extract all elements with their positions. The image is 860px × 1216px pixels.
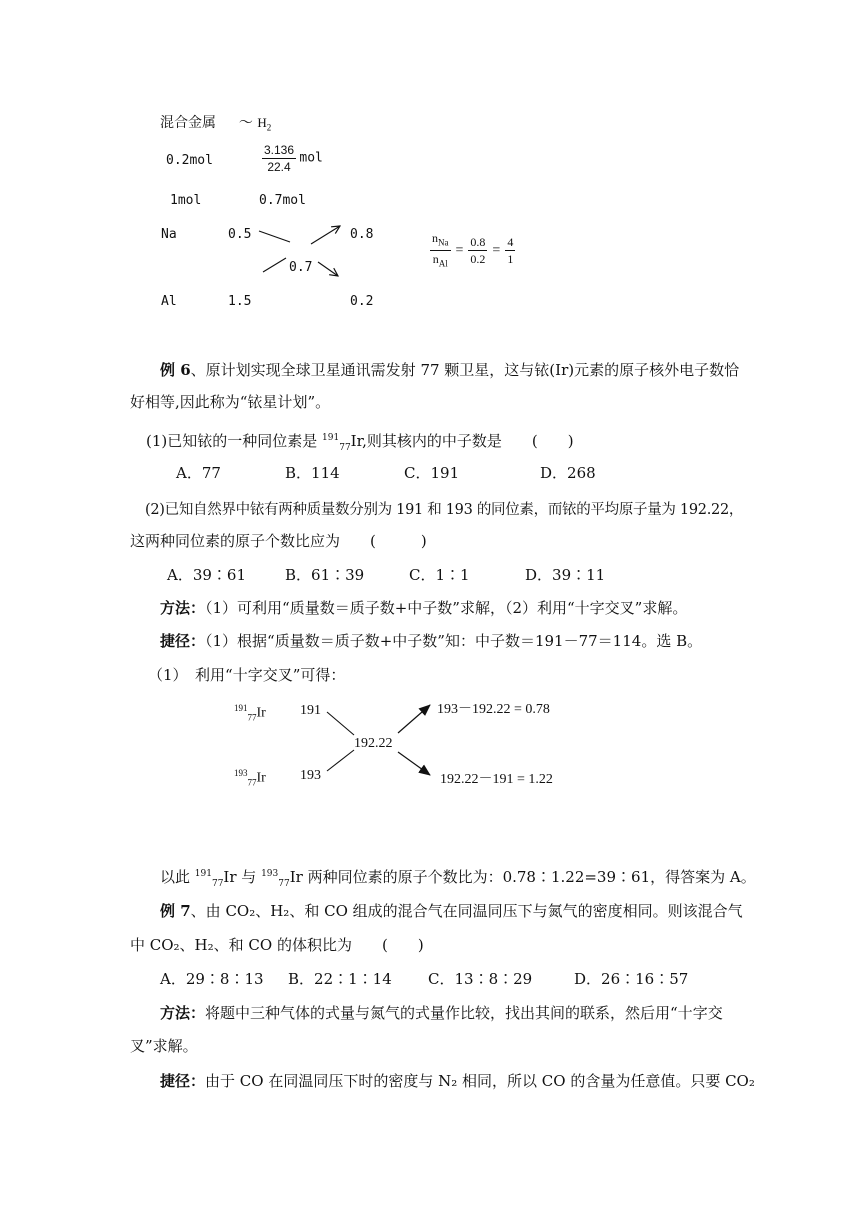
ex7-label: 例 7	[160, 902, 191, 920]
cross-center: 192.22	[354, 736, 393, 751]
cross-result1: 193－192.22 = 0.78	[437, 702, 550, 717]
ex6-q1-option-b: B．114	[285, 464, 340, 482]
ex7-method-line2: 叉”求解。	[130, 1037, 198, 1055]
ex6-para-line2: 好相等,因此称为“铱星计划”。	[130, 393, 331, 411]
calc-al-label: Al	[161, 294, 177, 309]
calc-row1-right: $\frac{3.136}{22.4}$ mol	[264, 143, 323, 174]
ex6-q1-option-a: A．77	[176, 464, 221, 482]
ex7-option-c: C．13∶8∶29	[428, 970, 533, 988]
ex6-step2: （1） 利用“十字交叉”可得：	[148, 666, 346, 684]
ex6-method-label: 方法：	[160, 599, 206, 617]
ex6-q1-option-d: D．268	[540, 464, 596, 482]
ex6-question1: (1)已知铱的一种同位素是 $^{191}_{77}$Ir,则其核内的中子数是 ( )	[146, 432, 574, 453]
calc-row1-left: 0.2mol	[166, 153, 213, 168]
ratio-eq2: =	[492, 242, 501, 258]
ex6-label: 例 6	[160, 361, 191, 379]
ex6-method: 方法：（1）可利用“质量数＝质子数+中子数”求解，（2）利用“十字交叉”求解。	[160, 599, 688, 617]
ex7-line1: 例 7、由 CO₂、H₂、和 CO 组成的混合气在同温同压下与氮气的密度相同。则该混合气	[160, 902, 743, 920]
cross-line-191-center	[327, 712, 354, 735]
ratio-value-fraction: $\frac{0.8}{0.2}$	[470, 235, 486, 267]
ex6-shortcut-label: 捷径：	[160, 632, 206, 650]
ex6-conclusion: 以此 $^{191}_{77}$Ir 与 $^{193}_{77}$Ir 两种同位素的原子个数比为：0.78∶1.22=39∶61，得答案为 A。	[160, 868, 756, 889]
ex6-q2-option-b: B．61∶39	[285, 566, 365, 584]
ex6-q2-option-a: A．39∶61	[167, 566, 247, 584]
calc-al-value: 1.5	[228, 294, 252, 309]
calc-na-result: 0.8	[350, 227, 374, 242]
calc-arrow-center-na	[311, 226, 340, 244]
ex7-option-a: A．29∶8∶13	[160, 970, 264, 988]
ex7-line2: 中 CO₂、H₂、和 CO 的体积比为 ( )	[130, 936, 424, 954]
ex7-option-d: D．26∶16∶57	[574, 970, 689, 988]
ex7-method-label: 方法：	[160, 1004, 206, 1022]
calc-row1-fraction: $\frac{3.136}{22.4}$	[264, 143, 295, 174]
calc-tilde: ～	[238, 115, 253, 131]
ex6-q2-option-d: D．39∶11	[525, 566, 606, 584]
cross-iso2-mass: 193	[300, 768, 321, 783]
cross-iso1-mass: 191	[300, 703, 321, 718]
calc-h2: $H_2$	[257, 115, 272, 133]
calc-row2-right: 0.7mol	[259, 193, 306, 208]
calc-center-value: 0.7	[289, 260, 313, 275]
ex6-para-line1: 例 6、原计划实现全球卫星通讯需发射 77 颗卫星，这与铱(Ir)元素的原子核外电子数恰	[160, 361, 740, 379]
cross-arrow-center-r2	[398, 752, 430, 775]
ex7-option-b: B．22∶1∶14	[288, 970, 392, 988]
ex7-shortcut: 捷径：由于 CO 在同温同压下时的密度与 N₂ 相同，所以 CO 的含量为任意值。只要 CO₂	[160, 1072, 755, 1090]
calc-na-value: 0.5	[228, 227, 252, 242]
ex7-method-line1: 方法：将题中三种气体的式量与氮气的式量作比较，找出其间的联系，然后用“十字交	[160, 1004, 723, 1022]
ex6-question2-line1: (2)已知自然界中铱有两种质量数分别为 191 和 193 的同位素，而铱的平均原子量为 192.22，	[145, 502, 744, 518]
cross-arrow-center-r1	[398, 705, 430, 733]
calc-na-label: Na	[161, 227, 177, 242]
ex6-question2-line2: 这两种同位素的原子个数比应为 ( )	[130, 532, 427, 550]
cross-iso2: $^{193}_{77}$Ir	[234, 768, 266, 788]
ex6-shortcut: 捷径：（1）根据“质量数＝质子数+中子数”知：中子数＝191－77＝114。选 B。	[160, 632, 703, 650]
ratio-n-fraction: $\frac{n_{Na}}{n_{Al}}$	[432, 231, 449, 269]
ratio-simplified-fraction: $\frac{4}{1}$	[507, 235, 514, 267]
cross-result2: 192.22－191 = 1.22	[440, 772, 553, 787]
calc-line-na-center	[259, 231, 290, 242]
calc-mixed-metal: 混合金属	[160, 115, 216, 131]
ex6-q1-option-c: C．191	[404, 464, 460, 482]
calc-al-result: 0.2	[350, 294, 374, 309]
ex7-shortcut-label: 捷径：	[160, 1072, 206, 1090]
cross-line-193-center	[327, 750, 354, 771]
calc-row2-left: 1mol	[170, 193, 202, 208]
ex6-q2-option-c: C．1∶1	[409, 566, 470, 584]
calc-arrow-center-al	[318, 262, 338, 276]
ratio-eq1: =	[455, 242, 464, 258]
calc-line-al-center	[263, 258, 286, 272]
cross-iso1: $^{191}_{77}$Ir	[234, 703, 266, 723]
